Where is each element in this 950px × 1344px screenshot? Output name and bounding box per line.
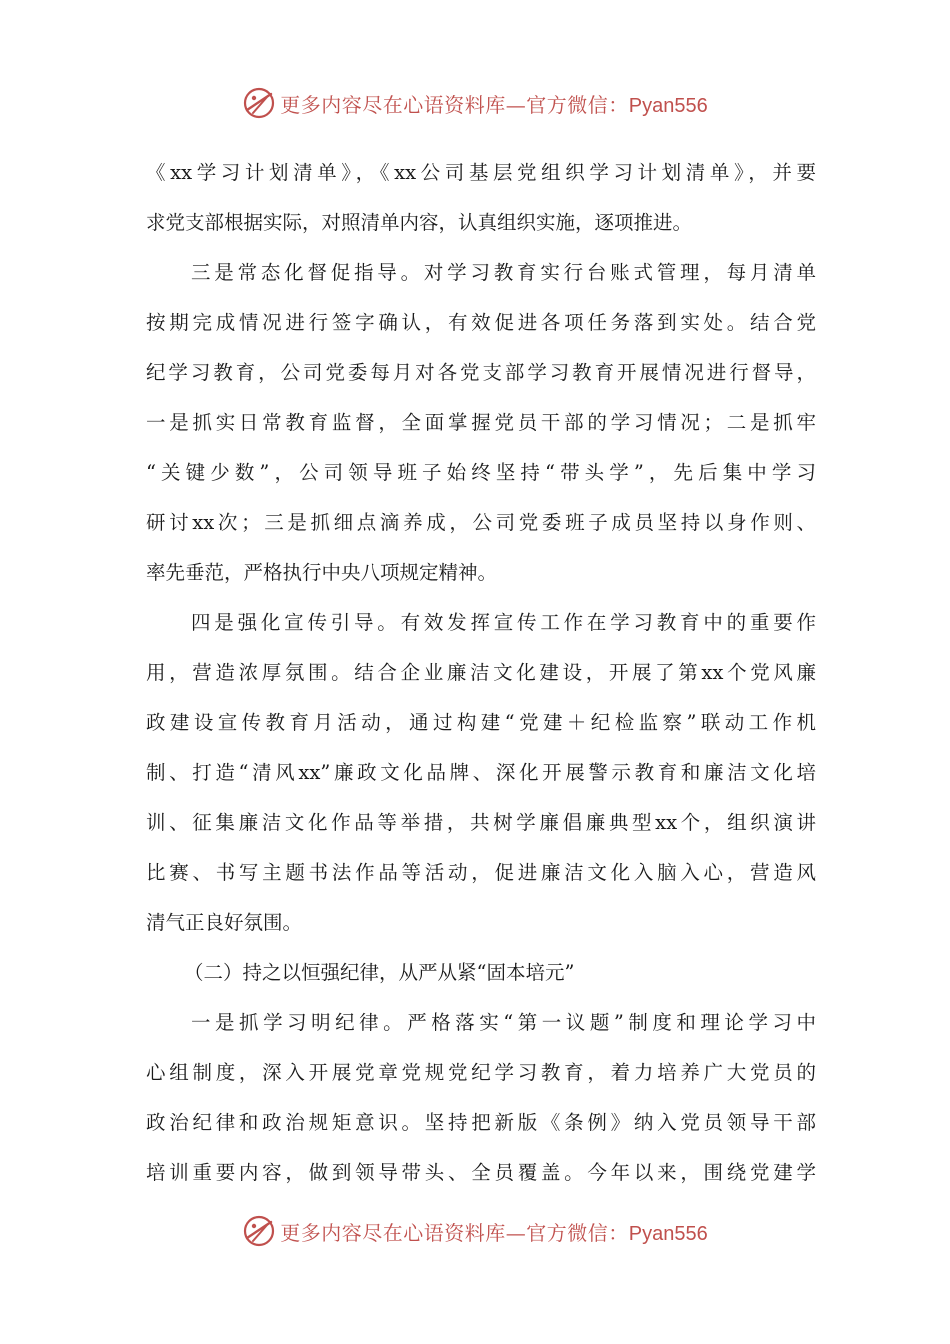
text-line: 《xx学习计划清单》，《xx公司基层党组织学习计划清单》，并要 [146, 161, 816, 184]
text-line: 心组制度，深入开展党章党规党纪学习教育，着力培养广大党员的 [146, 1061, 816, 1084]
text-line: 研讨xx次；三是抓细点滴养成，公司党委班子成员坚持以身作则、 [146, 511, 816, 534]
paragraph-start-line: 四是强化宣传引导。有效发挥宣传工作在学习教育中的重要作 [191, 611, 816, 634]
seal-logo-icon [242, 1214, 276, 1248]
wechat-id: Pyan556 [628, 94, 708, 117]
text-line: “关键少数”，公司领导班子始终坚持“带头学”，先后集中学习 [146, 461, 816, 484]
text-line: 政建设宣传教育月活动，通过构建“党建＋纪检监察”联动工作机 [146, 711, 816, 734]
wechat-id: Pyan556 [628, 1222, 708, 1245]
text-line: 求党支部根据实际，对照清单内容，认真组织实施，逐项推进。 [146, 211, 693, 234]
text-line: 培训重要内容，做到领导带头、全员覆盖。今年以来，围绕党建学 [146, 1161, 816, 1184]
banner-label: 更多内容尽在心语资料库—官方微信： [280, 1220, 629, 1245]
text-line: 清气正良好氛围。 [146, 911, 303, 934]
text-line: 制、打造“清风xx”廉政文化品牌、深化开展警示教育和廉洁文化培 [146, 761, 816, 784]
banner-label: 更多内容尽在心语资料库—官方微信： [280, 92, 629, 117]
footer-banner [0, 1211, 950, 1251]
text-line: 率先垂范，严格执行中央八项规定精神。 [146, 561, 498, 584]
header-banner [0, 83, 950, 123]
seal-logo-icon [242, 86, 276, 120]
text-line: 纪学习教育，公司党委每月对各党支部学习教育开展情况进行督导， [146, 361, 816, 384]
paragraph-start-line: 一是抓学习明纪律。严格落实“第一议题”制度和理论学习中 [191, 1011, 816, 1034]
document-body [146, 148, 816, 1198]
text-line: 一是抓实日常教育监督，全面掌握党员干部的学习情况；二是抓牢 [146, 411, 816, 434]
text-line: 按期完成情况进行签字确认，有效促进各项任务落到实处。结合党 [146, 311, 816, 334]
banner-text [280, 89, 707, 118]
text-line: 政治纪律和政治规矩意识。坚持把新版《条例》纳入党员领导干部 [146, 1111, 816, 1134]
banner-text [280, 1217, 707, 1246]
text-line: 训、征集廉洁文化作品等举措，共树学廉倡廉典型xx个，组织演讲 [146, 811, 816, 834]
paragraph-start-line: 三是常态化督促指导。对学习教育实行台账式管理，每月清单 [191, 261, 816, 284]
section-heading: （二）持之以恒强纪律，从严从紧“固本培元” [184, 961, 575, 984]
text-line: 比赛、书写主题书法作品等活动，促进廉洁文化入脑入心，营造风 [146, 861, 816, 884]
text-line: 用，营造浓厚氛围。结合企业廉洁文化建设，开展了第xx个党风廉 [146, 661, 816, 684]
